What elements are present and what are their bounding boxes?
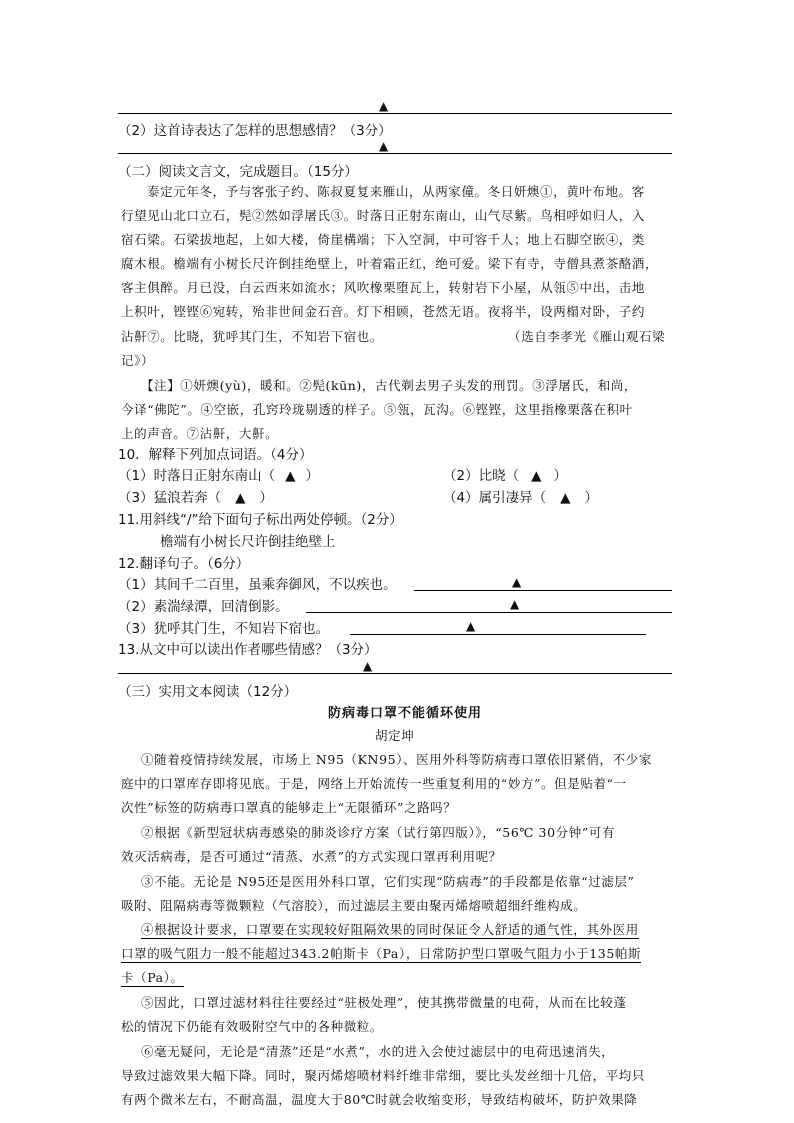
q12-sentence-3: （3）犹呼其门生，不知岩下宿也。: [118, 621, 330, 637]
q10-close: ）: [584, 490, 598, 506]
q12-sentence-1: （1）其间千二百里，虽乘奔御风，不以疾也。: [118, 577, 397, 593]
q10-item-2-text: （2）比晓（: [443, 468, 520, 484]
article-paragraph-line: 次性”标签的防病毒口罩真的能够走上“无限循环”之路吗？: [121, 800, 457, 815]
article-paragraph-line: 导致过滤效果大幅下降。同时，聚丙烯熔喷材料纤维非常细，要比头发丝细十几倍，平均只: [121, 1068, 646, 1083]
q10-item-1: [118, 464, 319, 484]
section-3-title: （三）实用文本阅读（12分）: [118, 684, 298, 700]
q10-item-4: [443, 486, 598, 506]
q10-close: ）: [553, 468, 567, 484]
answer-line: [118, 673, 672, 674]
answer-marker: ▲: [285, 468, 296, 484]
passage-source-end: 记》）: [121, 353, 155, 368]
article-paragraph-line: 效灭活病毒，是否可通过“清蒸、水煮”的方式实现口罩再利用呢？: [121, 849, 502, 864]
question-11-prompt: 11.用斜线“/”给下面句子标出两处停顿。（2分）: [118, 512, 403, 528]
answer-marker: ▲: [379, 99, 389, 113]
article-paragraph-line-underlined: ④根据设计要求，口罩要在实现较好阻隔效果的同时保证令人舒适的通气性，其外医用: [141, 922, 639, 937]
answer-line: [414, 590, 672, 591]
answer-marker: ▲: [510, 597, 520, 611]
article-paragraph-line-underlined: 口罩的吸气阻力一般不能超过343.2帕斯卡（Pa），日常防护型口罩吸气阻力小于135帕斯: [121, 946, 642, 961]
answer-marker: ▲: [560, 490, 571, 506]
answer-marker: ▲: [363, 659, 373, 673]
article-paragraph-line-underlined: 卡（Pa）。: [121, 970, 184, 985]
question-2-prompt: （2）这首诗表达了怎样的思想感情？（3分）: [118, 123, 392, 139]
answer-marker: ▲: [531, 468, 542, 484]
article-paragraph-line: 吸附、阻隔病毒等微颗粒（气溶胶），而过滤层主要由聚丙烯熔喷超细纤维构成。: [121, 898, 587, 913]
passage-line: 行望见山北口立石，髡②然如浮屠氏③。时落日正射东南山，山气尽紫。鸟相呼如归人，入: [121, 208, 646, 223]
q10-item-1-text: （1）时落日正射东南山（: [118, 468, 276, 484]
section-2-title: （二）阅读文言文，完成题目。（15分）: [118, 164, 358, 180]
article-paragraph-line: 有两个微米左右，不耐高温，温度大于80℃时就会收缩变形，导致结构破坏，防护效果降: [121, 1092, 638, 1107]
article-paragraph-line: ③不能。无论是 N95还是医用外科口罩，它们实现“防病毒”的手段都是依靠“过滤层”: [141, 874, 635, 889]
article-paragraph-line: ①随着疫情持续发展，市场上 N95（KN95）、医用外科等防病毒口罩依旧紧俏，不少家: [141, 752, 652, 767]
question-13-prompt: 13.从文中可以读出作者哪些情感？（3分）: [118, 642, 378, 658]
passage-line: 腐木根。檐端有小树长尺许倒挂绝壁上，叶着霜正红，绝可爱。梁下有寺，寺僧具煮茶酪酒，: [121, 256, 659, 271]
q12-sentence-2: （2）素湍绿潭，回清倒影。: [118, 599, 289, 615]
annotation-note: 【注】①妍燠(yù)，暖和。②髡(kūn)，古代剃去男子头发的刑罚。③浮屠氏，和尚，: [141, 378, 637, 393]
q10-item-3-text: （3）猛浪若奔（: [118, 490, 222, 506]
question-12-prompt: 12.翻译句子。（6分）: [118, 556, 250, 572]
passage-line: 沾鼾⑦。比晓，犹呼其门生，不知岩下宿也。: [121, 329, 384, 344]
answer-line: [306, 612, 672, 613]
answer-marker: ▲: [379, 139, 389, 153]
article-paragraph-line: 松的情况下仍能有效吸附空气中的各种微粒。: [121, 1019, 384, 1034]
passage-line: 泰定元年冬，予与客张子约、陈叔夏复来雁山，从两家僮。冬日妍燠①，黄叶布地。客: [147, 184, 645, 199]
q10-item-4-text: （4）属引凄异（: [443, 490, 547, 506]
question-10-prompt: 10．解释下列加点词语。（4分）: [118, 447, 313, 463]
passage-source: （选自李孝光《雁山观石梁: [508, 329, 666, 344]
article-paragraph-line: ⑥毫无疑问，无论是“清蒸”还是“水煮”，水的进入会使过滤层中的电荷迅速消失，: [141, 1044, 615, 1059]
article-paragraph-line: 庭中的口罩库存即将见底。于是，网络上开始流传一些重复利用的“妙方”。但是贴着“一: [121, 776, 627, 791]
q10-close: ）: [305, 468, 319, 484]
answer-line: [118, 153, 672, 154]
annotation-note: 今译“佛陀”。④空嵌，孔窍玲珑剔透的样子。⑤瓴，瓦沟。⑥铿铿，这里指橡栗落在积叶: [121, 402, 633, 417]
answer-line: [118, 113, 672, 114]
article-paragraph-line: ②根据《新型冠状病毒感染的肺炎诊疗方案（试行第四版）》，“56℃ 30分钟”可有: [141, 825, 616, 840]
answer-line: [350, 634, 646, 635]
answer-marker: ▲: [235, 490, 246, 506]
passage-line: 宿石梁。石梁拔地起，上如大楼，倚崖構端；下入空洞，中可容千人；地上石脚空嵌④，类: [121, 232, 646, 247]
q10-item-3: [118, 486, 273, 506]
q10-item-2: [443, 464, 567, 484]
answer-marker: ▲: [512, 575, 522, 589]
article-title: 防病毒口罩不能循环使用: [328, 706, 483, 721]
passage-line: 上积叶，铿铿⑥宛转，殆非世间金石音。灯下相顾，苍然无语。夜将半，设两榻对卧，子约: [121, 304, 646, 319]
passage-line: 客主俱醉。月已没，白云西来如流水；风吹橡栗堕瓦上，转射岩下小屋，从瓴⑤中出，击地: [121, 280, 646, 295]
article-paragraph-line: ⑤因此，口罩过滤材料往往要经过“驻极处理”，使其携带微量的电荷，从而在比较蓬: [141, 995, 627, 1010]
q10-close: ）: [259, 490, 273, 506]
article-author: 胡定坤: [375, 728, 415, 743]
answer-marker: ▲: [466, 619, 476, 633]
q11-sentence: 檐端有小树长尺许倒挂绝壁上: [160, 534, 336, 550]
annotation-note: 上的声音。⑦沾鼾，大鼾。: [121, 426, 279, 441]
